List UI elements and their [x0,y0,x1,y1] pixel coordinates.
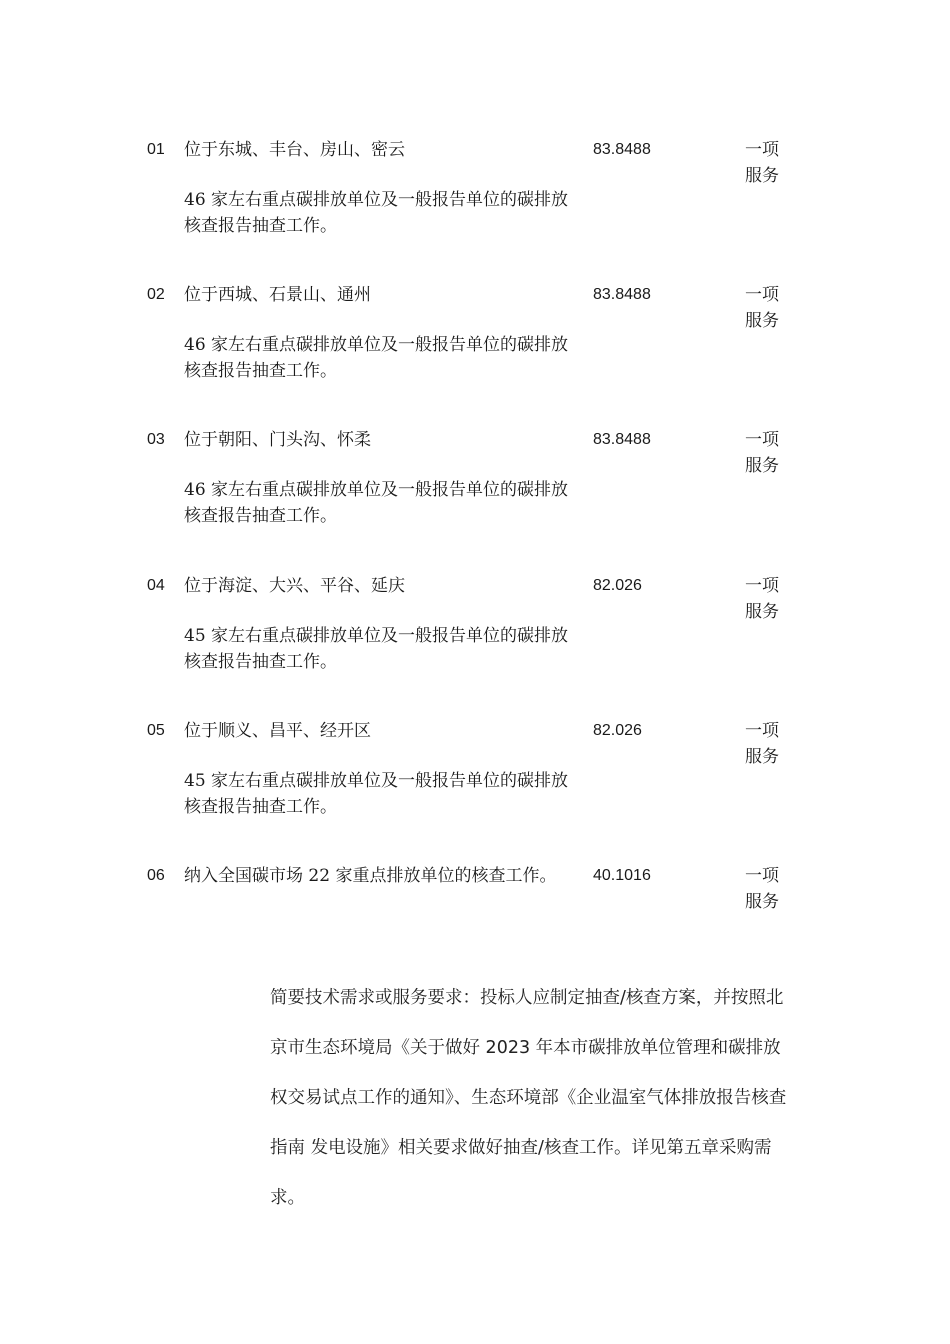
item-amount: 82.026 [593,577,642,594]
item-scope: 46 家左右重点碳排放单位及一般报告单位的碳排放核查报告抽查工作。 [184,335,569,381]
item-scope: 46 家左右重点碳排放单位及一般报告单位的碳排放核查报告抽查工作。 [184,480,569,526]
item-unit: 一项服务 [745,285,779,331]
item-description [184,137,579,239]
item-number: 03 [147,431,165,448]
item-amount: 83.8488 [593,141,651,158]
service-requirements: 简要技术需求或服务要求：投标人应制定抽查/核查方案，并按照北京市生态环境局《关于做好 2023 年本市碳排放单位管理和碳排放权交易试点工作的通知》、生态环境部《企业温室气体排放报告核查指南 发电设施》相关要求做好抽查/核查工作。详见第五章采购需求。 [270,988,787,1208]
item-amount: 83.8488 [593,431,651,448]
item-location: 位于东城、丰台、房山、密云 [184,140,405,160]
item-scope: 45 家左右重点碳排放单位及一般报告单位的碳排放核查报告抽查工作。 [184,771,569,817]
item-description [184,718,579,820]
item-number: 05 [147,722,165,739]
item-number: 02 [147,286,165,303]
item-amount: 82.026 [593,722,642,739]
item-description [184,573,579,675]
item-description [184,427,579,529]
item-location: 位于顺义、昌平、经开区 [184,721,371,741]
item-description [184,282,579,384]
item-number: 06 [147,867,165,884]
item-unit: 一项服务 [745,430,779,476]
item-description [184,863,579,889]
item-unit: 一项服务 [745,140,779,186]
item-unit: 一项服务 [745,866,779,912]
item-unit: 一项服务 [745,576,779,622]
item-scope: 45 家左右重点碳排放单位及一般报告单位的碳排放核查报告抽查工作。 [184,626,569,672]
item-scope: 46 家左右重点碳排放单位及一般报告单位的碳排放核查报告抽查工作。 [184,190,569,236]
item-number: 01 [147,141,165,158]
item-location: 位于朝阳、门头沟、怀柔 [184,430,371,450]
item-amount: 83.8488 [593,286,651,303]
item-location: 位于海淀、大兴、平谷、延庆 [184,576,405,596]
item-location: 位于西城、石景山、通州 [184,285,371,305]
item-location: 纳入全国碳市场 22 家重点排放单位的核查工作。 [184,866,557,886]
item-amount: 40.1016 [593,867,651,884]
item-number: 04 [147,577,165,594]
item-unit: 一项服务 [745,721,779,767]
